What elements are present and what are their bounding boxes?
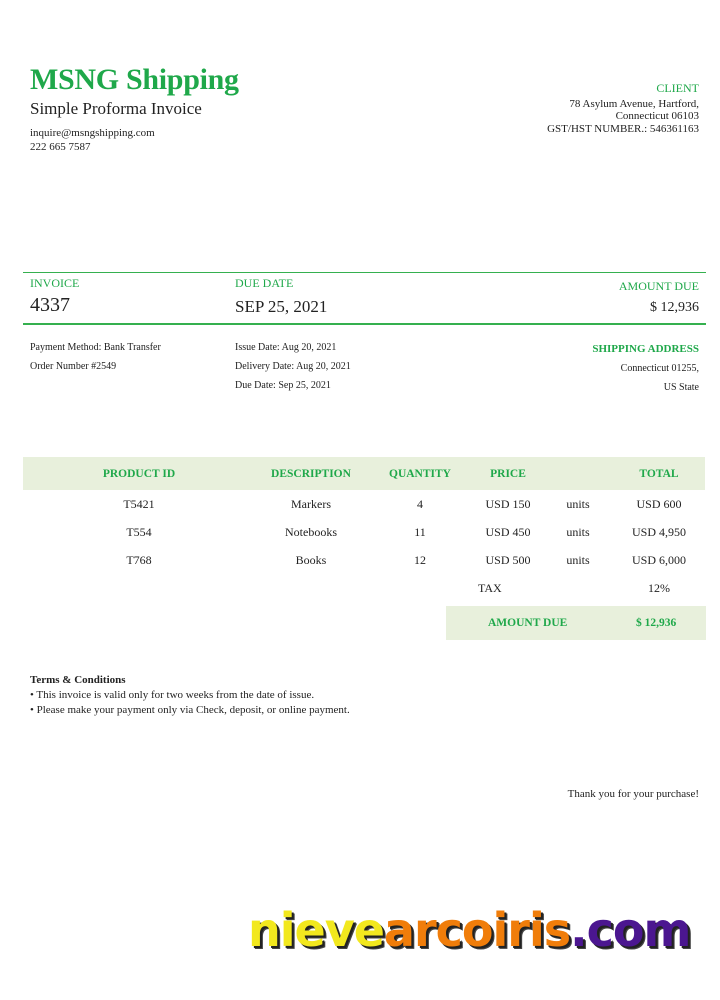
tax-row [446,581,706,601]
header-product-id: PRODUCT ID [23,457,255,490]
due-date-value: SEP 25, 2021 [235,297,328,316]
invoice-label: INVOICE [30,276,80,290]
client-address-line1: 78 Asylum Avenue, Hartford, [569,97,699,110]
payment-method: Payment Method: Bank Transfer [30,342,161,353]
order-number: Order Number #2549 [30,361,117,372]
cell-price: USD 500 [485,552,531,567]
terms-item: • This invoice is valid only for two weeks from the date of issue. [30,689,315,701]
cell-unit: units [566,552,590,567]
cell-unit: units [566,524,590,539]
due-date-detail: Due Date: Sep 25, 2021 [235,380,331,391]
client-gst-number: GST/HST NUMBER.: 546361163 [547,122,699,135]
terms-title: Terms & Conditions [30,674,126,686]
divider-top [23,272,706,273]
header-price: PRICE [473,457,543,490]
shipping-address [592,340,699,397]
amount-due-value: $ 12,936 [650,300,699,315]
terms-item: • Please make your payment only via Check, deposit, or online payment. [30,704,350,716]
watermark-part-com: .com [570,903,691,957]
client-block [547,82,699,135]
amount-due-total-row [446,606,706,640]
client-address-line2: Connecticut 06103 [615,110,699,122]
table-row [23,490,705,518]
cell-product-id: T768 [126,552,152,567]
header-unit [543,457,613,490]
amount-due-total-value: $ 12,936 [636,617,677,629]
issue-date: Issue Date: Aug 20, 2021 [235,342,337,353]
shipping-line2: US State [663,382,699,393]
cell-total: USD 600 [636,496,682,511]
client-label: CLIENT [656,81,699,95]
delivery-date: Delivery Date: Aug 20, 2021 [235,361,351,372]
divider-bottom [23,323,706,325]
date-details [235,338,351,395]
company-phone: 222 665 7587 [30,141,91,153]
cell-description: Markers [291,496,331,511]
cell-quantity: 4 [417,496,423,511]
cell-price: USD 150 [485,496,531,511]
company-name: MSNG Shipping [30,63,239,96]
tax-value: 12% [648,581,670,595]
header-total: TOTAL [613,457,705,490]
cell-product-id: T5421 [123,496,155,511]
amount-due-total-label: AMOUNT DUE [488,617,568,629]
table-row [23,518,705,546]
cell-quantity: 11 [414,524,426,539]
payment-details [30,338,161,376]
header-description: DESCRIPTION [255,457,367,490]
due-date-label: DUE DATE [235,276,294,290]
company-contact [30,126,155,154]
cell-description: Notebooks [285,524,337,539]
cell-description: Books [295,552,327,567]
cell-product-id: T554 [126,524,152,539]
line-items-table [23,457,705,574]
amount-due-label: AMOUNT DUE [618,279,699,293]
cell-quantity: 12 [414,552,426,567]
document-title: Simple Proforma Invoice [30,99,202,118]
table-row [23,546,705,574]
invoice-number: 4337 [30,294,70,316]
terms-and-conditions [30,673,350,718]
thank-you-note: Thank you for your purchase! [567,788,699,800]
header-quantity: QUANTITY [367,457,473,490]
shipping-label: SHIPPING ADDRESS [592,343,699,355]
watermark-part-arcoiris: arcoiris [383,903,571,957]
cell-total: USD 6,000 [631,552,686,567]
cell-unit: units [566,496,590,511]
cell-price: USD 450 [485,524,531,539]
table-header-row [23,457,705,490]
watermark-part-nieve: nieve [248,903,384,957]
tax-label: TAX [478,581,502,595]
shipping-line1: Connecticut 01255, [620,363,699,374]
watermark-logo [248,903,690,957]
cell-total: USD 4,950 [631,524,686,539]
company-email: inquire@msngshipping.com [30,127,155,139]
